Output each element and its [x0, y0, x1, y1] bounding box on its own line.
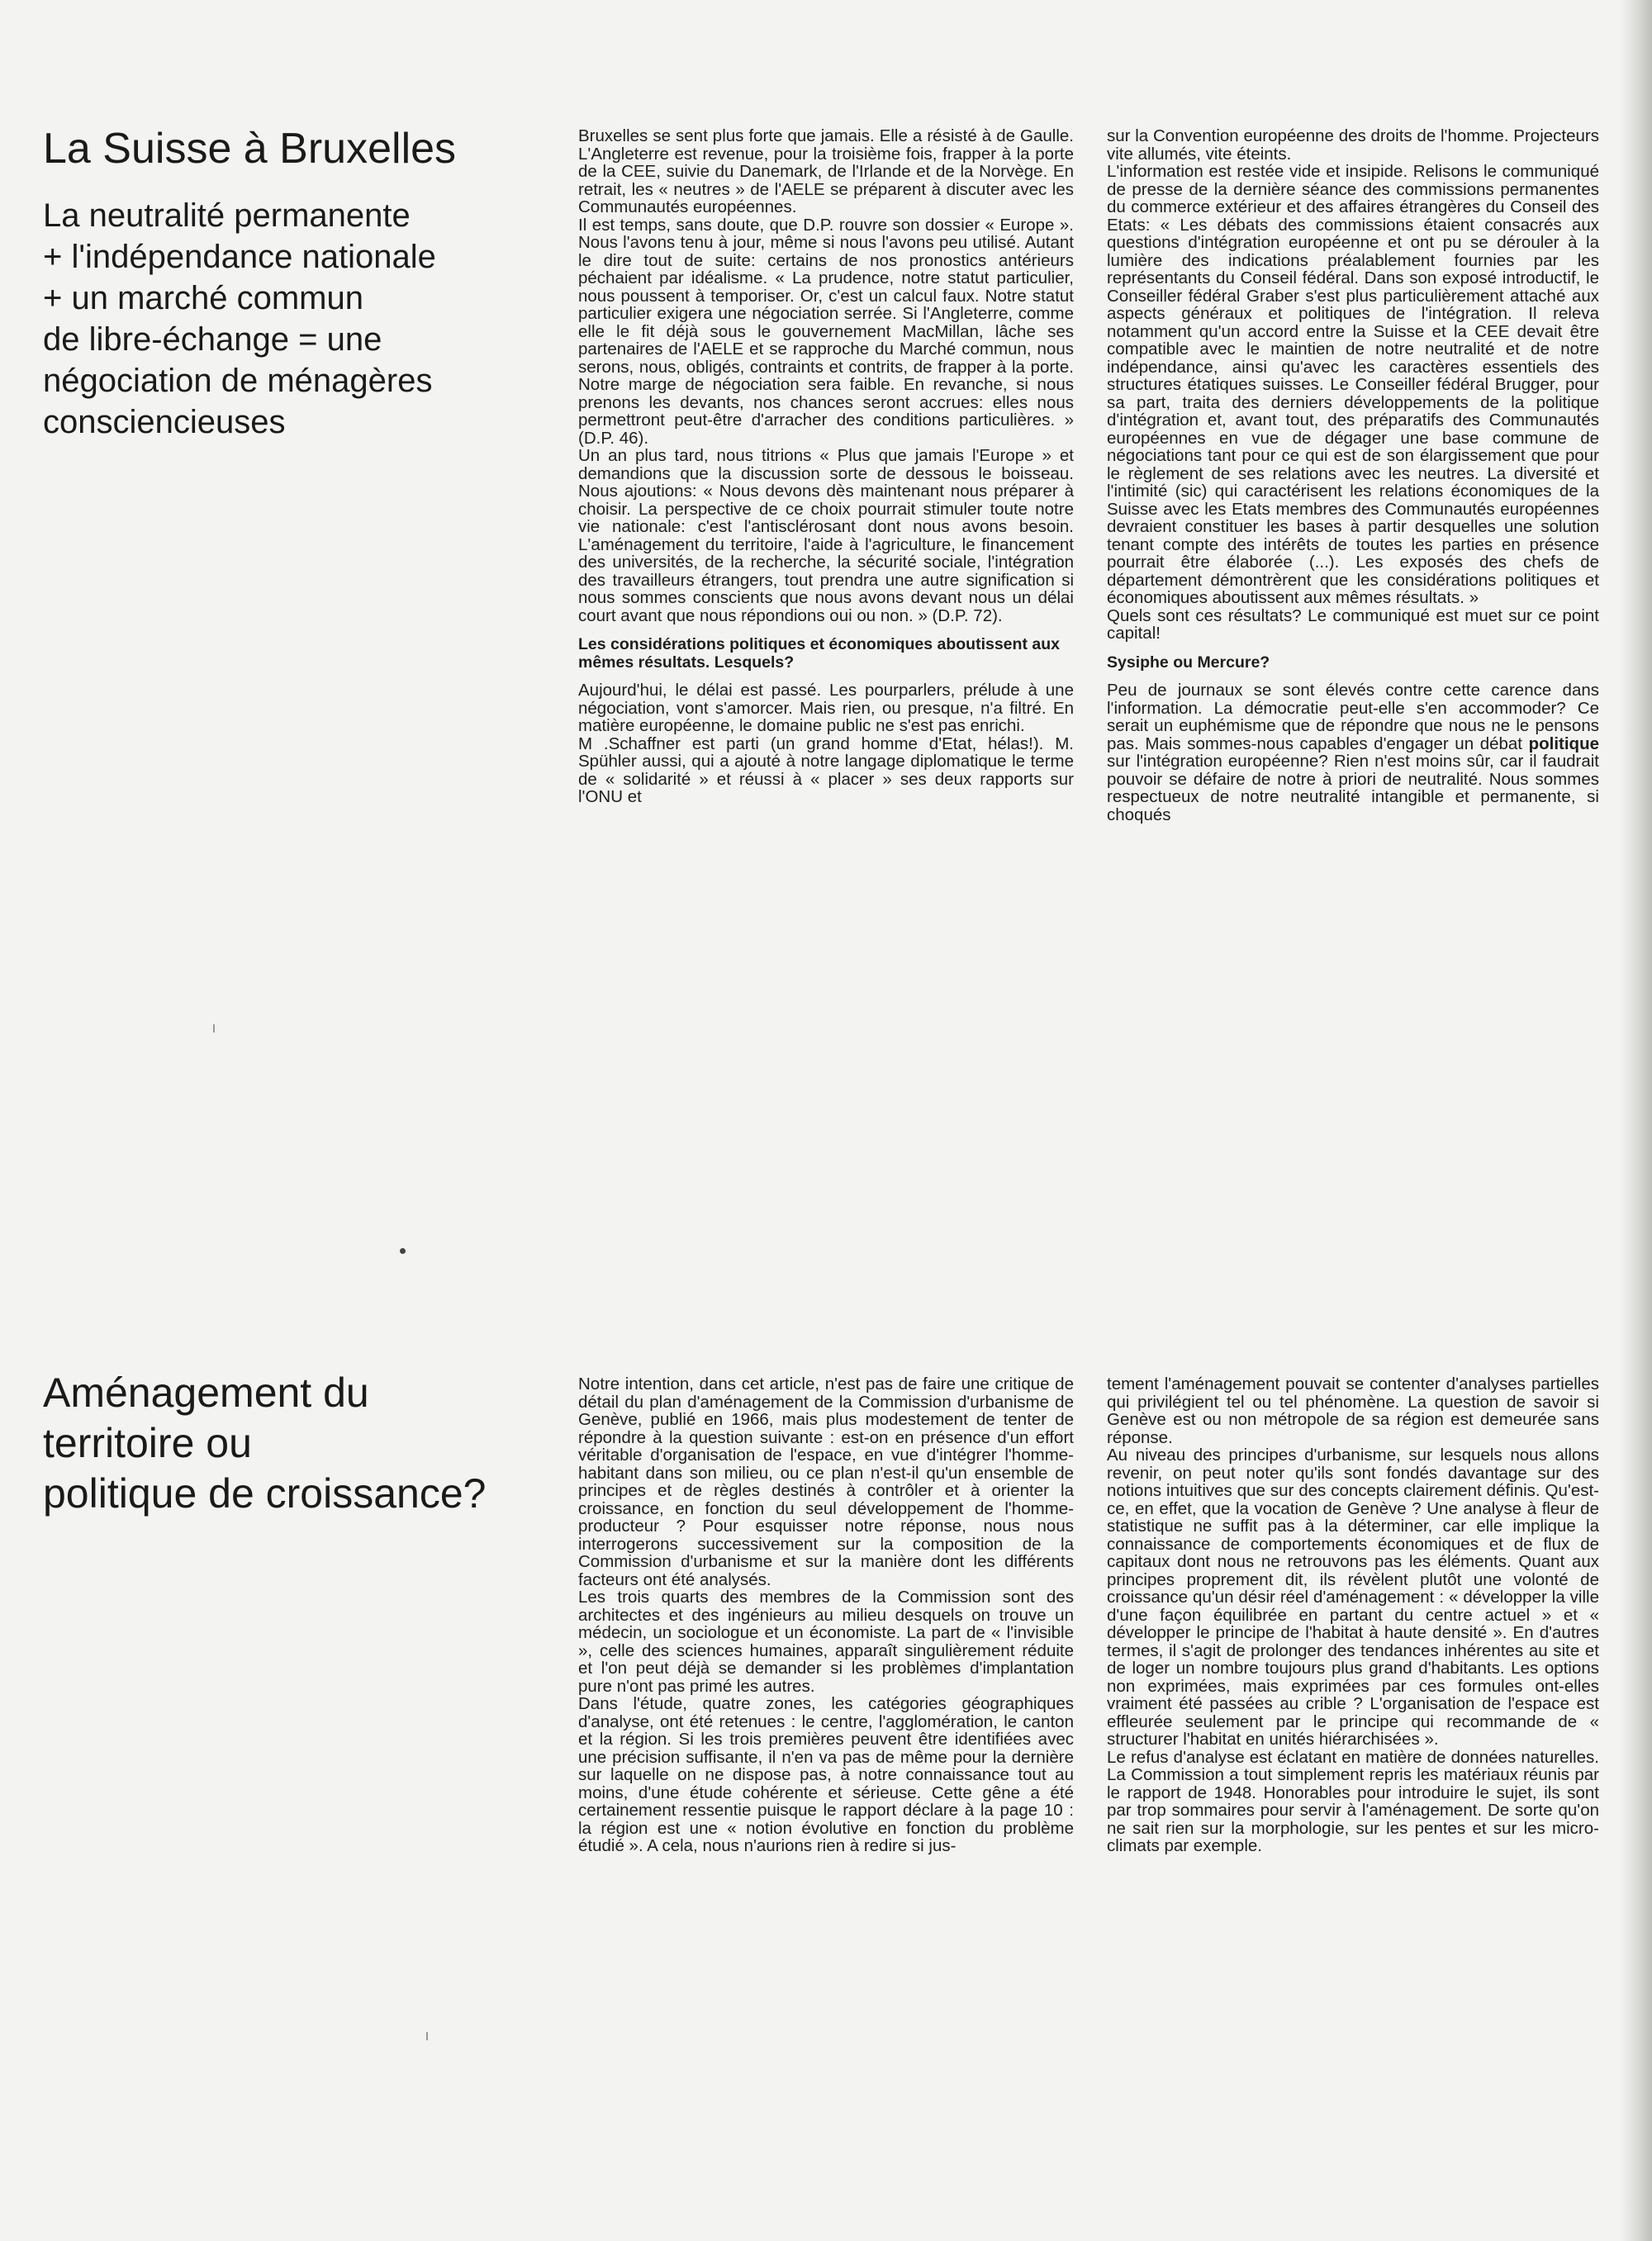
- article1-subtitle: [43, 195, 555, 443]
- print-speck: [400, 1248, 406, 1254]
- paragraph: M .Schaffner est parti (un grand homme d'Etat, hélas!). M. Spühler aussi, qui a ajouté à notre langage diplomatique le terme de « solidarité » et réussi à « placer » ses deux rapports sur l'ONU et: [578, 734, 1074, 806]
- title-line: Aménagement du: [43, 1370, 369, 1416]
- subtitle-line: de libre-échange = une: [43, 321, 382, 358]
- paragraph: Au niveau des principes d'urbanisme, sur lesquels nous allons revenir, on peut noter qu'ils sont fondés davantage sur des notions intuitives que sur des concepts clairement définis. Qu'est-ce, en effet, que la vocation de Genève ? Une analyse à fleur de statistique ne suffit pas à la déterminer, car elle implique la connaissance de comportements économiques et de flux de capitaux dont nous ne retrouvons pas les éléments. Quant aux principes proprement dit, ils révèlent plutôt une volonté de croissance qu'un désir réel d'aménagement : « développer la ville d'une façon équilibrée en partant du centre actuel » et « développer le principe de l'habitat à haute densité ». En d'autres termes, il s'agit de prolonger des tendances inhérentes au site et de loger un nombre toujours plus grand d'habitants. Les options non exprimées, mais exprimées par ces formules ont-elles vraiment été passées au crible ? L'organisation de l'espace est effleurée seulement par le principe qui recommande de « structurer l'habitat en unités hiérarchisées ».: [1107, 1446, 1599, 1749]
- subtitle-line: négociation de ménagères: [43, 363, 433, 399]
- paragraph: Il est temps, sans doute, que D.P. rouvre son dossier « Europe ». Nous l'avons tenu à jour, même si nous l'avons peu utilisé. Autant le dire tout de suite: certains de nos pronostics antérieurs péchaient par idéalisme. « La prudence, notre statut particulier, nous poussent à temporiser. Or, c'est un calcul faux. Notre statut particulier exigera une négociation serrée. Si l'Angleterre, comme elle le fit déjà sous le gouvernement MacMillan, lâche ses partenaires de l'AELE et se rapproche du Marché commun, nous serons, nous, obligés, contraints et contrits, de frapper à la porte. Notre marge de négociation sera faible. En revanche, si nous prenons les devants, nos chances seront accrues: elles nous permettront peut-être d'arracher des conditions particulières. » (D.P. 46).: [578, 215, 1074, 448]
- paragraph: [1107, 681, 1599, 824]
- paragraph: L'information est restée vide et insipide. Relisons le communiqué de presse de la dernière séance des commissions permanentes du commerce extérieur et des affaires étrangères du Conseil des Etats: « Les débats des commissions étaient consacrés aux questions d'intégration européenne et ont pu se dérouler à la lumière des indications préalablement fournies par les représentants du Conseil fédéral. Dans son exposé introductif, le Conseiller fédéral Graber s'est plus particulièrement attaché aux aspects généraux et politiques de l'intégration. Il releva notamment qu'un accord entre la Suisse et la CEE devait être compatible avec le maintien de notre neutralité et de notre indépendance, ainsi qu'avec les caractères essentiels des structures étatiques suisses. Le Conseiller fédéral Brugger, pour sa part, traita des derniers développements de la politique d'intégration et, avant tout, des préparatifs des Communautés européennes en vue de dégager une base commune de négociations tant pour ce qui est de son élargissement que pour le règlement de ses relations avec les neutres. La diversité et l'intimité (sic) qui caractérisent les relations économiques de la Suisse avec les Etats membres des Communautés européennes devraient constituer les bases à partir desquelles une solution tenant compte des intérêts de toutes les parties en présence pourrait être élaborée (...). Les exposés des chefs de département démontrèrent que les considérations politiques et économiques aboutissent aux mêmes résultats. »: [1107, 162, 1599, 607]
- section-heading: Sysiphe ou Mercure?: [1107, 653, 1270, 672]
- article2-column-1: [578, 1375, 1074, 2160]
- subtitle-line: consciencieuses: [43, 404, 286, 440]
- subtitle-line: + un marché commun: [43, 280, 363, 316]
- paragraph: Quels sont ces résultats? Le communiqué est muet sur ce point capital!: [1107, 605, 1599, 643]
- text-run: Peu de journaux se sont élevés contre cette carence dans l'information. La démocratie peut-elle s'en accommoder? Ce serait un euphémisme que de répondre que nous ne le pensons pas. Mais sommes-nous capables d'engager un débat: [1107, 681, 1599, 753]
- print-mark: [213, 1024, 215, 1033]
- article1-title: La Suisse à Bruxelles: [43, 125, 457, 173]
- title-line: politique de croissance?: [43, 1470, 487, 1517]
- section-heading: Les considérations politiques et économiques aboutissent aux mêmes résultats. Lesquels?: [578, 635, 1060, 672]
- print-mark: [426, 2032, 428, 2040]
- subtitle-line: + l'indépendance nationale: [43, 239, 436, 275]
- title-line: territoire ou: [43, 1420, 252, 1466]
- article2-title: [43, 1368, 572, 1519]
- paragraph: tement l'aménagement pouvait se contenter d'analyses partielles qui privilégient tel ou tel phénomène. La question de savoir si Genève est ou non métropole de sa région est demeurée sans réponse.: [1107, 1375, 1599, 1447]
- subtitle-line: La neutralité permanente: [43, 197, 411, 234]
- paragraph: Bruxelles se sent plus forte que jamais. Elle a résisté à de Gaulle. L'Angleterre est revenue, pour la troisième fois, frapper à la porte de la CEE, suivie du Danemark, de l'Irlande et de la Norvège. En retrait, les « neutres » de l'AELE se préparent à discuter avec les Communautés européennes.: [578, 126, 1074, 216]
- bold-word: politique: [1528, 734, 1599, 753]
- text-run: sur l'intégration européenne? Rien n'est moins sûr, car il faudrait pouvoir se défaire de notre à priori de neutralité. Nous sommes respectueux de notre neutralité intangible et permanente, si choqués: [1107, 752, 1599, 824]
- page-edge-shadow: [1621, 0, 1652, 2241]
- paragraph: Aujourd'hui, le délai est passé. Les pourparlers, prélude à une négociation, vont s'amorcer. Mais rien, ou presque, n'a filtré. En matière européenne, le domaine public ne s'est pas enrichi.: [578, 681, 1074, 735]
- article2-column-2: [1107, 1375, 1599, 2160]
- paragraph: Notre intention, dans cet article, n'est pas de faire une critique de détail du plan d'aménagement de la Commission d'urbanisme de Genève, publié en 1966, mais plus modestement de tenter de répondre à la question suivante : est-on en présence d'un effort véritable d'organisation de l'espace, en vue d'intégrer l'homme-habitant dans son milieu, ou ce plan n'est-il qu'un ensemble de principes et de règles destinés à contrôler et à orienter la croissance, en fonction du seul développement de l'homme-producteur ? Pour esquisser notre réponse, nous nous interrogerons successivement sur la composition de la Commission d'urbanisme et sur la manière dont les différents facteurs ont été analysés.: [578, 1375, 1074, 1589]
- article1-column-2: [1107, 127, 1599, 1205]
- paragraph: Le refus d'analyse est éclatant en matière de données naturelles. La Commission a tout simplement repris les matériaux réunis par le rapport de 1948. Honorables pour introduire le sujet, ils sont par trop sommaires pour servir à l'aménagement. De sorte qu'on ne sait rien sur la morphologie, sur les pentes et sur les micro-climats par exemple.: [1107, 1747, 1599, 1855]
- paragraph: Un an plus tard, nous titrions « Plus que jamais l'Europe » et demandions que la discussion sorte de dessous le boisseau. Nous ajoutions: « Nous devons dès maintenant nous préparer à choisir. La perspective de ce choix pourrait stimuler toute notre vie nationale: c'est l'antisclérosant dont nous avons besoin. L'aménagement du territoire, l'aide à l'agriculture, le financement des universités, de la recherche, la sécurité sociale, l'intégration des travailleurs étrangers, tout prendra une autre signification si nous sommes conscients que nous avons devant nous un délai court avant que nous répondions oui ou non. » (D.P. 72).: [578, 446, 1074, 625]
- paragraph: Dans l'étude, quatre zones, les catégories géographiques d'analyse, ont été retenues : le centre, l'agglomération, le canton et la région. Si les trois premières peuvent être identifiées avec une précision suffisante, il n'en va pas de même pour la dernière sur laquelle on ne dispose pas, à notre connaissance tout au moins, d'une étude cohérente et sérieuse. Cette gêne a été certainement ressentie puisque le rapport déclare à la page 10 : la région est une « notion évolutive en fonction du problème étudié ». A cela, nous n'aurions rien à redire si jus-: [578, 1694, 1074, 1855]
- paragraph: sur la Convention européenne des droits de l'homme. Projecteurs vite allumés, vite éteints.: [1107, 126, 1599, 164]
- paragraph: Les trois quarts des membres de la Commission sont des architectes et des ingénieurs au milieu desquels on trouve un médecin, un sociologue et un économiste. La part de « l'invisible », celle des sciences humaines, apparaît singulièrement réduite et l'on peut déjà se demander si les problèmes d'implantation pure n'ont pas primé les autres.: [578, 1588, 1074, 1696]
- article1-column-1: [578, 127, 1074, 1205]
